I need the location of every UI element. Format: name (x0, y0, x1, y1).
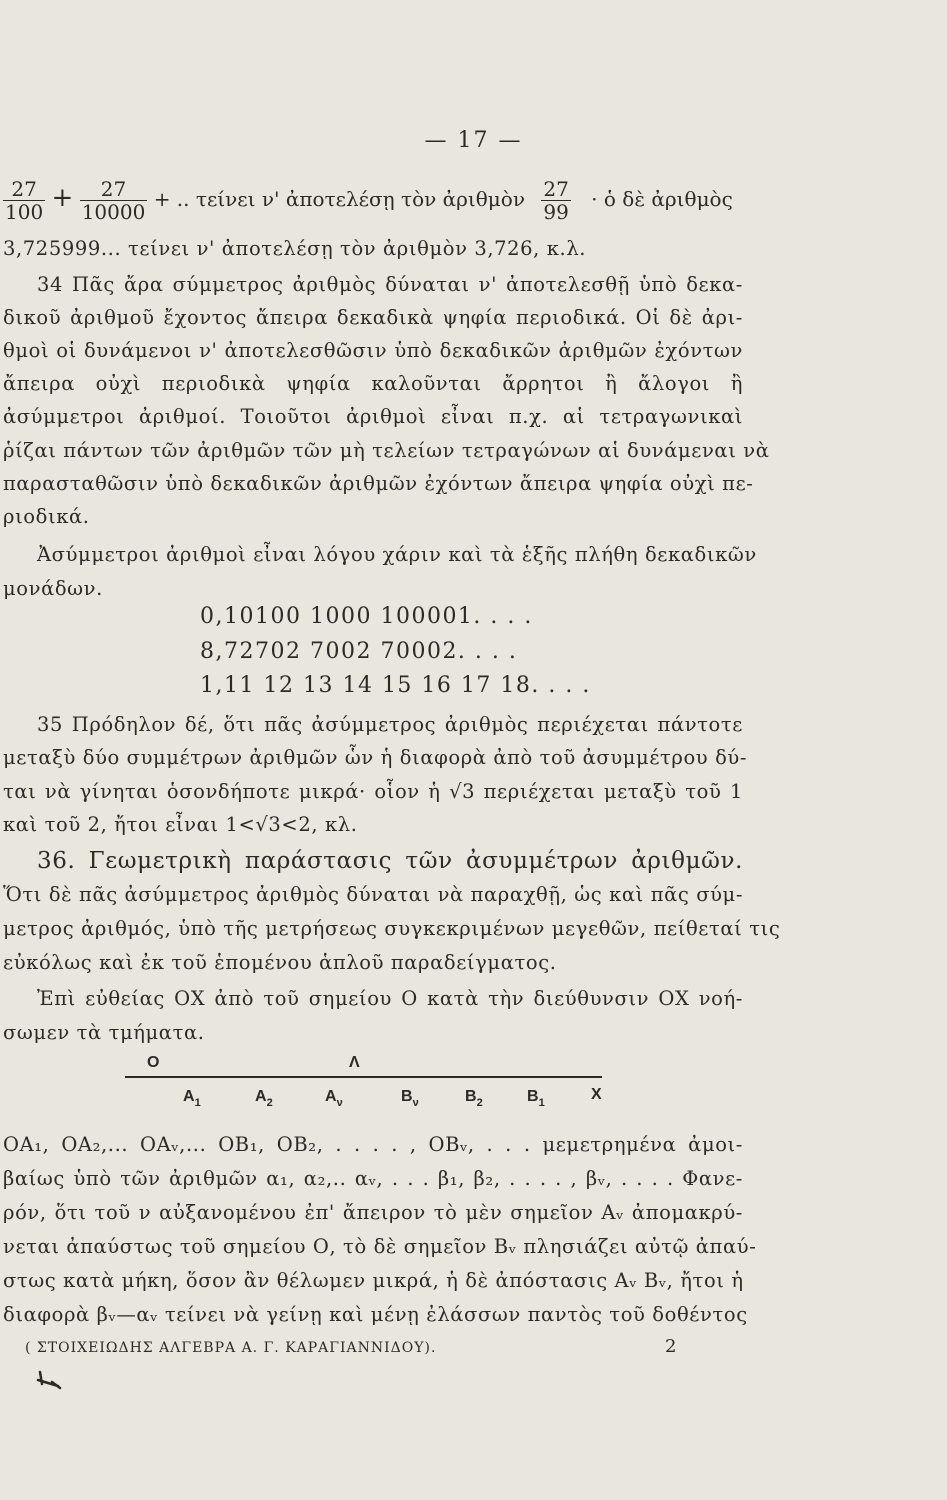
book-footer: ( ΣΤΟΙΧΕΙΩΔΗΣ ΑΛΓΕΒΡΑ Α. Γ. ΚΑΡΑΓΙΑΝΝΙΔΟΥ). (25, 1340, 437, 1356)
label-Bv: $B_\nu$ (401, 1088, 419, 1109)
fraction-27-100: $\frac{27}{100}$ (5, 177, 44, 224)
decimal-sequence-2: 8,72702 7002 70002. . . . (200, 639, 518, 664)
paragraph-35-line: καὶ τοῦ 2, ἤτοι εἶναι 1<√3<2, κλ. (3, 813, 358, 836)
signature-number: 2 (665, 1336, 677, 1357)
paragraph-36-line: Ὅτι δὲ πᾶς ἀσύμμετρος ἀριθμὸς δύναται νὰ παραχθῇ, ὡς καὶ πᾶς σύμ- (3, 883, 744, 906)
paragraph-36-line: Ἐπὶ εὐθείας ΟΧ ἀπὸ τοῦ σημείου Ο κατὰ τὴν διεύθυνσιν ΟΧ νοή- (37, 987, 743, 1010)
paragraph-34-line: θμοὶ οἱ δυνάμενοι ν' ἀποτελεσθῶσιν ὑπὸ δεκαδικῶν ἀριθμῶν ἐχόντων (3, 339, 743, 362)
plus-sign: + (51, 183, 74, 213)
paragraph-35-line: ται νὰ γίνηται ὁσονδήποτε μικρά· οἷον ἡ √3 περιέχεται μεταξὺ τοῦ 1 (3, 780, 743, 803)
paragraph-34-line: ἀσύμμετροι ἀριθμοί. Τοιοῦτοι ἀριθμοὶ εἶναι π.χ. αἱ τετραγωνικαὶ (3, 405, 743, 428)
section-36-heading: 36. Γεωμετρικὴ παράστασις τῶν ἀσυμμέτρων ἀριθμῶν. (37, 848, 743, 874)
fraction-line-end: · ὁ δὲ ἀριθμὸς (591, 187, 733, 211)
fraction-27-10000: $\frac{27}{10000}$ (81, 177, 146, 224)
text-line: 3,725999... τείνει ν' ἀποτελέσῃ τὸν ἀριθμὸν 3,726, κ.λ. (3, 237, 587, 260)
label-O: O (147, 1054, 160, 1071)
paragraph-35-line: 35 Πρόδηλον δέ, ὅτι πᾶς ἀσύμμετρος ἀριθμὸς περιέχεται πάντοτε (37, 713, 743, 736)
fraction-line (3, 178, 733, 223)
ink-mark-icon (36, 1370, 62, 1396)
label-B2: $B_2$ (465, 1088, 483, 1109)
paragraph-37-line: στως κατὰ μήκη, ὅσον ἂν θέλωμεν μικρά, ἡ δὲ ἀπόστασις Αᵥ Βᵥ, ἤτοι ἡ (3, 1269, 744, 1292)
paragraph-36-line: σωμεν τὰ τμήματα. (3, 1021, 205, 1044)
label-lambda: Λ (349, 1054, 360, 1071)
label-Av: $A_\nu$ (325, 1088, 343, 1109)
axis-line (125, 1076, 602, 1078)
paragraph-34-line: Ἀσύμμετροι ἀριθμοὶ εἶναι λόγου χάριν καὶ τὰ ἑξῆς πλήθη δεκαδικῶν (37, 543, 757, 566)
label-X: X (591, 1086, 602, 1103)
fraction-line-text: + .. τείνει ν' ἀποτελέσῃ τὸν ἀριθμὸν (153, 187, 525, 211)
paragraph-37-line: ρόν, ὅτι τοῦ ν αὐξανομένου ἐπ' ἄπειρον τὸ μὲν σημεῖον Αᵥ ἀπομακρύ- (3, 1201, 743, 1224)
paragraph-37-line: νεται ἀπαύστως τοῦ σημείου Ο, τὸ δὲ σημεῖον Βᵥ πλησιάζει αὐτῷ ἀπαύ- (3, 1235, 757, 1258)
paragraph-34-line: μονάδων. (3, 577, 103, 600)
paragraph-34-line: ριοδικά. (3, 505, 90, 528)
paragraph-34-line: 34 Πᾶς ἄρα σύμμετρος ἀριθμὸς δύναται ν' ἀποτελεσθῇ ὑπὸ δεκα- (37, 273, 743, 296)
label-A2: $A_2$ (255, 1088, 273, 1109)
label-A1: $A_1$ (183, 1088, 201, 1109)
decimal-sequence-1: 0,10100 1000 100001. . . . (200, 604, 533, 629)
page-number: — 17 — (424, 128, 523, 153)
paragraph-37-line: ΟΑ₁, ΟΑ₂,... ΟΑᵥ,... ΟΒ₁, ΟΒ₂, . . . . , ΟΒᵥ, . . . μεμετρημένα ἀμοι- (3, 1133, 743, 1156)
paragraph-36-line: εὐκόλως καὶ ἐκ τοῦ ἑπομένου ἁπλοῦ παραδείγματος. (3, 951, 557, 974)
decimal-sequence-3: 1,11 12 13 14 15 16 17 18. . . . (200, 673, 591, 698)
paragraph-34-line: παρασταθῶσιν ὑπὸ δεκαδικῶν ἀριθμῶν ἐχόντων ἄπειρα ψηφία οὐχὶ πε- (3, 472, 754, 495)
label-B1: $B_1$ (527, 1088, 545, 1109)
paragraph-34-line: ῥίζαι πάντων τῶν ἀριθμῶν τῶν μὴ τελείων τετραγώνων αἱ δυνάμεναι νὰ (3, 439, 770, 462)
paragraph-37-line: βαίως ὑπὸ τῶν ἀριθμῶν α₁, α₂,.. αᵥ, . . . β₁, β₂, . . . . , βᵥ, . . . . Φανε- (3, 1167, 743, 1190)
paragraph-36-line: μετρος ἀριθμός, ὑπὸ τῆς μετρήσεως συγκεκριμένων μεγεθῶν, πείθεταί τις (3, 917, 781, 940)
paragraph-37-line: διαφορὰ βᵥ—αᵥ τείνει νὰ γείνῃ καὶ μένῃ ἐλάσσων παντὸς τοῦ δοθέντος (3, 1303, 748, 1326)
paragraph-34-line: ἄπειρα οὐχὶ περιοδικὰ ψηφία καλοῦνται ἄρρητοι ἢ ἄλογοι ἢ (3, 372, 743, 395)
paragraph-34-line: δικοῦ ἀριθμοῦ ἔχοντος ἄπειρα δεκαδικὰ ψηφία περιοδικά. Οἱ δὲ ἀρι- (3, 306, 743, 329)
paragraph-35-line: μεταξὺ δύο συμμέτρων ἀριθμῶν ὧν ἡ διαφορὰ ἀπὸ τοῦ ἀσυμμέτρου δύ- (3, 746, 748, 769)
fraction-27-99: $\frac{27}{99}$ (543, 177, 569, 224)
